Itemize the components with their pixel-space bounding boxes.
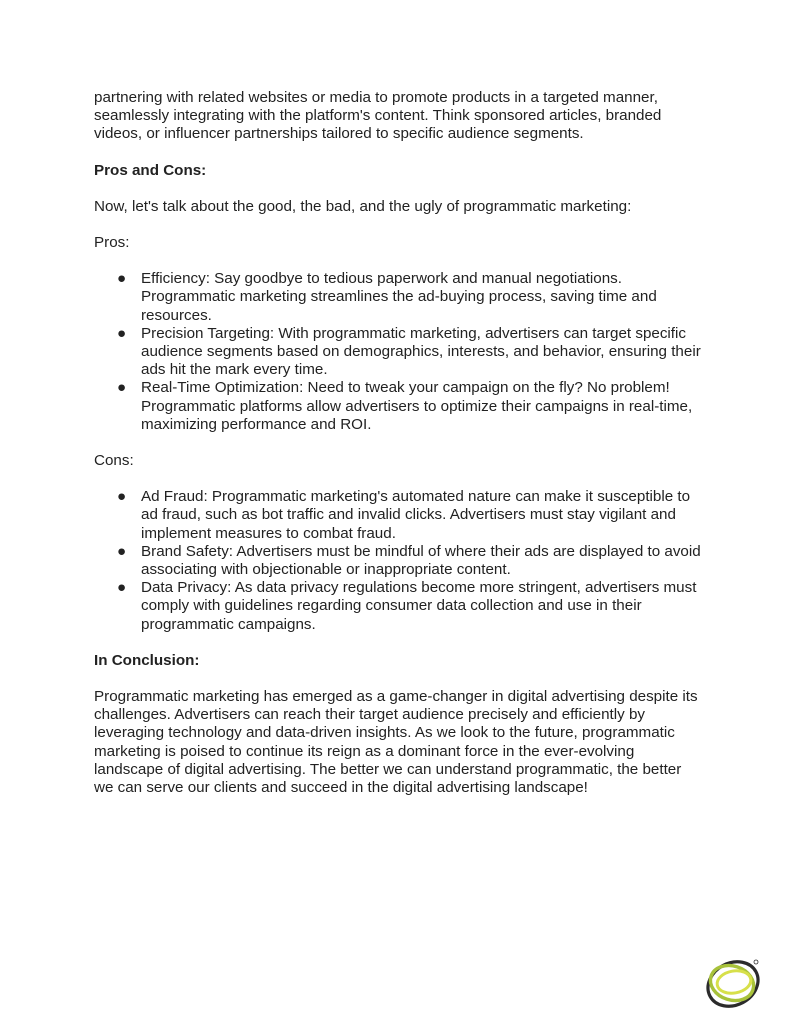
- bullet-icon: ●: [117, 379, 127, 397]
- bullet-icon: ●: [117, 542, 127, 560]
- list-item-text: Ad Fraud: Programmatic marketing's automated nature can make it susceptible to ad fraud, such as bot traffic and invalid clicks. Advertisers must stay vigilant and implement measures to combat fraud.: [141, 488, 691, 542]
- intro-paragraph: partnering with related websites or media to promote products in a targeted manner, seamlessly integrating with the platform's content. Think sponsored articles, branded videos, or influencer partnerships tailored to specific audience segments.: [94, 89, 662, 143]
- cons-list: [94, 488, 704, 634]
- list-item: [94, 270, 704, 325]
- bullet-icon: ●: [117, 579, 127, 597]
- list-item: [94, 543, 704, 579]
- bullet-icon: ●: [117, 488, 127, 506]
- bullet-icon: ●: [117, 270, 127, 288]
- list-item: [94, 379, 704, 434]
- list-item-text: Efficiency: Say goodbye to tedious paperwork and manual negotiations. Programmatic marketing streamlines the ad-buying process, saving time and resources.: [141, 270, 657, 324]
- list-item: [94, 579, 704, 634]
- list-item-text: Brand Safety: Advertisers must be mindful of where their ads are displayed to avoid associating with objectionable or inappropriate content.: [141, 542, 701, 579]
- conclusion-heading: In Conclusion:: [94, 651, 200, 669]
- pros-cons-heading: Pros and Cons:: [94, 161, 207, 179]
- cons-label: Cons:: [94, 452, 134, 470]
- bullet-icon: ●: [117, 324, 127, 342]
- pros-label: Pros:: [94, 234, 130, 252]
- list-item: [94, 488, 704, 543]
- list-item-text: Precision Targeting: With programmatic marketing, advertisers can target specific audience segments based on demographics, interests, and behavior, ensuring their ads hit the mark every time.: [141, 324, 701, 379]
- list-item-text: Data Privacy: As data privacy regulations become more stringent, advertisers must comply with guidelines regarding consumer data collection and use in their programmatic campaigns.: [141, 579, 697, 633]
- pros-list: [94, 270, 704, 434]
- orbit-logo-icon: [703, 953, 763, 1013]
- pros-cons-intro: Now, let's talk about the good, the bad, and the ugly of programmatic marketing:: [94, 197, 632, 215]
- document-body: [94, 89, 704, 797]
- list-item-text: Real-Time Optimization: Need to tweak your campaign on the fly? No problem! Programmatic platforms allow advertisers to optimize their campaigns in real-time, maximizing performance and ROI.: [141, 379, 693, 433]
- conclusion-paragraph: Programmatic marketing has emerged as a game-changer in digital advertising despite its challenges. Advertisers can reach their target audience precisely and efficiently by leveraging technology and data-driven insights. As we look to the future, programmatic marketing is poised to continue its reign as a dominant force in the ever-evolving landscape of digital advertising. The better we can understand programmatic, the better we can serve our clients and succeed in the digital advertising landscape!: [94, 688, 698, 797]
- list-item: [94, 325, 704, 380]
